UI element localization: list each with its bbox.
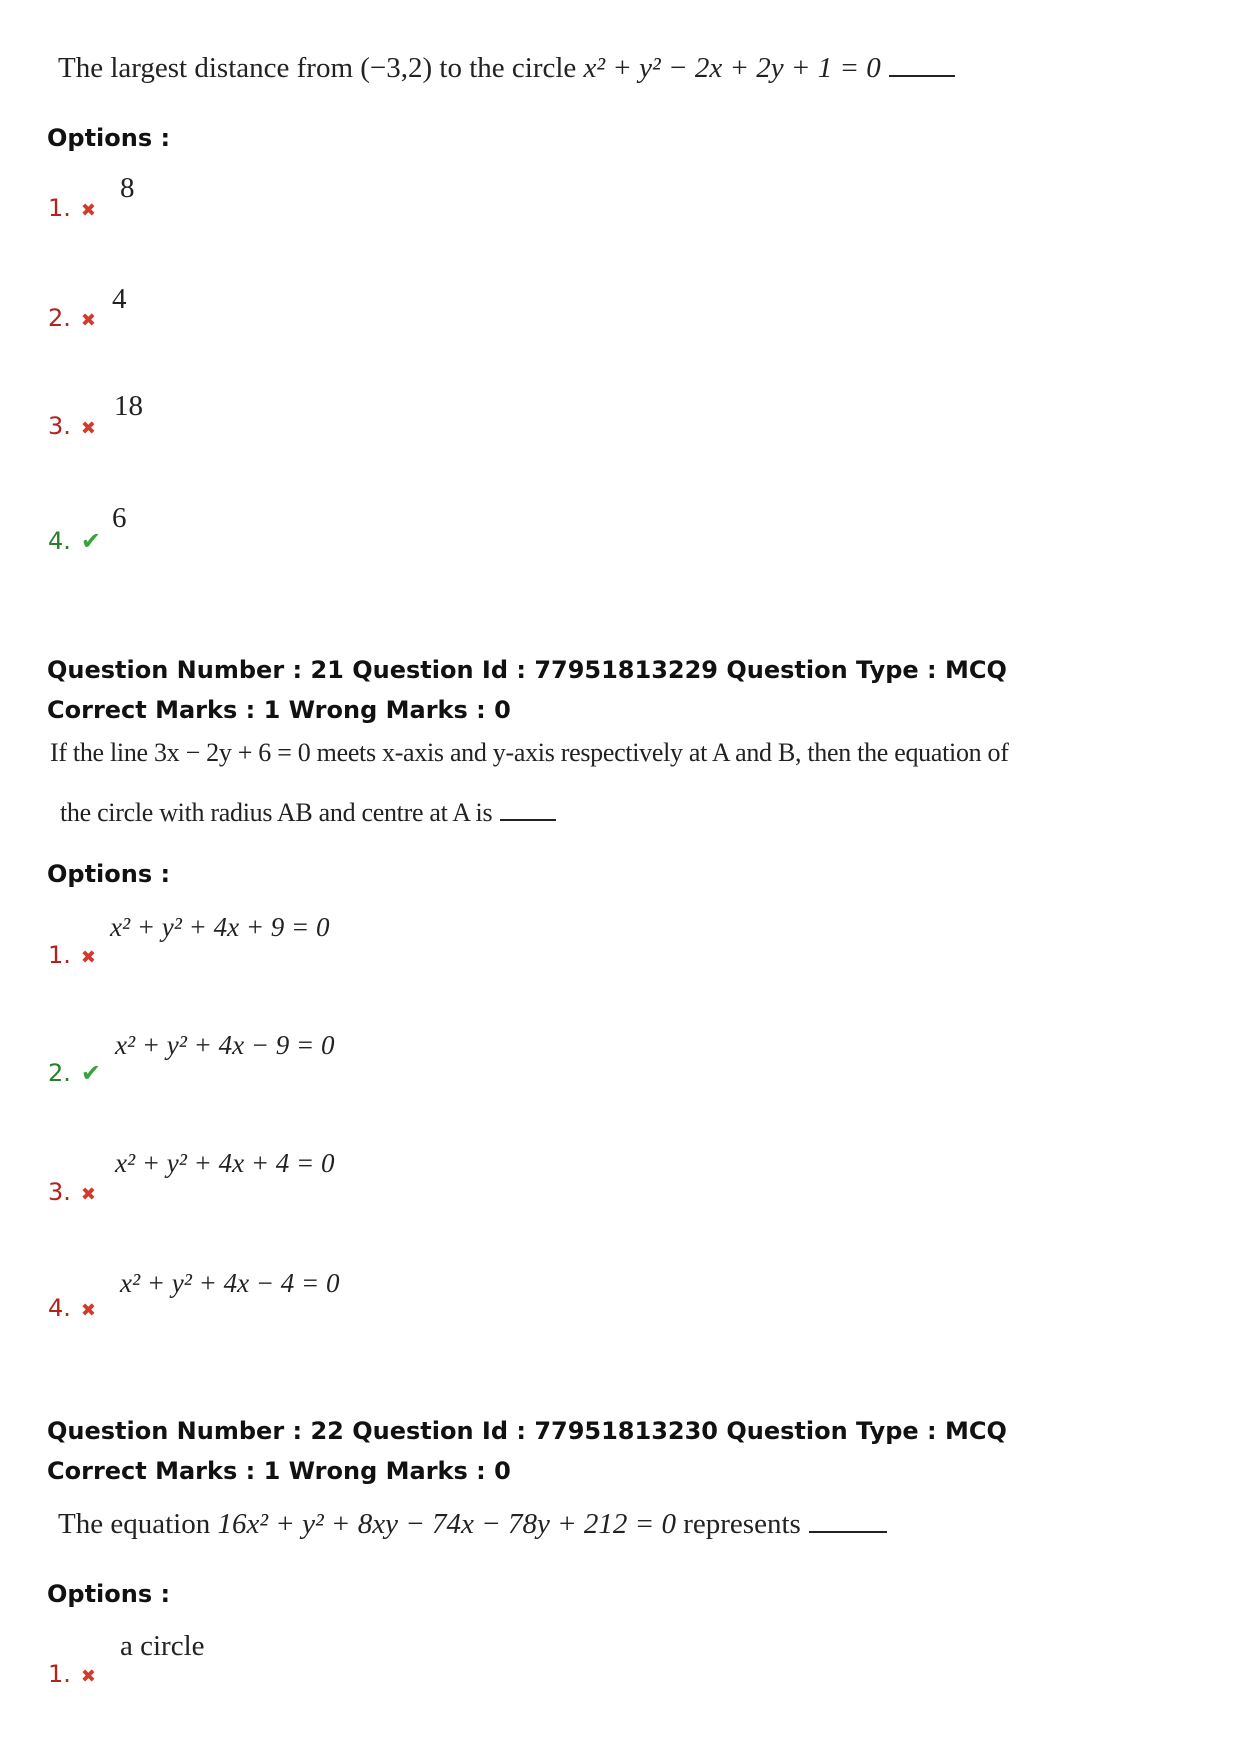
option-2-value: x² + y² + 4x − 9 = 0 — [115, 1030, 335, 1060]
option-number-label: 1. — [48, 1660, 71, 1688]
question-22-text-suffix: represents — [676, 1508, 801, 1540]
question-22-header: Question Number : 22 Question Id : 77951813230 Question Type : MCQ — [47, 1417, 1007, 1445]
option-1-value: x² + y² + 4x + 9 = 0 — [110, 912, 330, 942]
question-22-text — [58, 1508, 887, 1541]
options-label: Options : — [47, 124, 171, 152]
option-number-label: 2. — [48, 1059, 71, 1087]
option-3-value: 18 — [114, 390, 143, 422]
option-4-value: x² + y² + 4x − 4 = 0 — [120, 1268, 340, 1298]
option-number-label: 4. — [48, 1294, 71, 1322]
cross-mark-icon: ✖ — [80, 310, 96, 331]
option-number-label: 3. — [48, 1178, 71, 1206]
question-21-marks: Correct Marks : 1 Wrong Marks : 0 — [47, 696, 511, 724]
question-22-equation: 16x² + y² + 8xy − 74x − 78y + 212 = 0 — [217, 1508, 676, 1540]
option-number-label: 1. — [48, 941, 71, 969]
question-21-text-line-2-content: the circle with radius AB and centre at A is — [60, 798, 493, 827]
question-21-text-line-2 — [60, 798, 556, 828]
option-1-value: 8 — [120, 172, 135, 204]
question-21-header: Question Number : 21 Question Id : 77951813229 Question Type : MCQ — [47, 656, 1007, 684]
question-22-marks: Correct Marks : 1 Wrong Marks : 0 — [47, 1457, 511, 1485]
cross-mark-icon: ✖ — [80, 1300, 96, 1321]
question-20-equation: x² + y² − 2x + 2y + 1 = 0 — [583, 52, 881, 84]
option-3-number — [48, 1178, 96, 1206]
answer-blank — [889, 74, 955, 77]
option-2-number — [48, 1059, 101, 1087]
options-label: Options : — [47, 860, 171, 888]
question-20-text-mid: to the circle — [432, 52, 584, 84]
option-number-label: 2. — [48, 304, 71, 332]
cross-mark-icon: ✖ — [80, 1184, 96, 1205]
option-3-number — [48, 412, 96, 440]
option-4-value: 6 — [112, 502, 127, 534]
question-20-text — [58, 52, 955, 85]
option-1-value: a circle — [120, 1630, 205, 1662]
option-number-label: 3. — [48, 412, 71, 440]
check-mark-icon: ✔ — [80, 527, 102, 555]
option-1-number — [48, 941, 96, 969]
cross-mark-icon: ✖ — [80, 418, 96, 439]
option-2-number — [48, 304, 96, 332]
option-4-number — [48, 527, 101, 555]
answer-blank — [500, 818, 556, 821]
option-2-value: 4 — [112, 283, 127, 315]
option-3-value: x² + y² + 4x + 4 = 0 — [115, 1148, 335, 1178]
cross-mark-icon: ✖ — [80, 947, 96, 968]
question-20-point: (−3,2) — [360, 52, 433, 84]
check-mark-icon: ✔ — [80, 1059, 102, 1087]
option-4-number — [48, 1294, 96, 1322]
options-label: Options : — [47, 1580, 171, 1608]
question-20-text-prefix: The largest distance from — [58, 52, 361, 84]
option-1-number — [48, 1660, 96, 1688]
cross-mark-icon: ✖ — [80, 200, 96, 221]
cross-mark-icon: ✖ — [80, 1666, 96, 1687]
option-number-label: 4. — [48, 527, 71, 555]
answer-blank — [809, 1530, 887, 1533]
question-21-text-line-1: If the line 3x − 2y + 6 = 0 meets x-axis and y-axis respectively at A and B, then the equation of — [50, 738, 1009, 767]
question-22-text-prefix: The equation — [58, 1508, 218, 1540]
option-number-label: 1. — [48, 194, 71, 222]
option-1-number — [48, 194, 96, 222]
